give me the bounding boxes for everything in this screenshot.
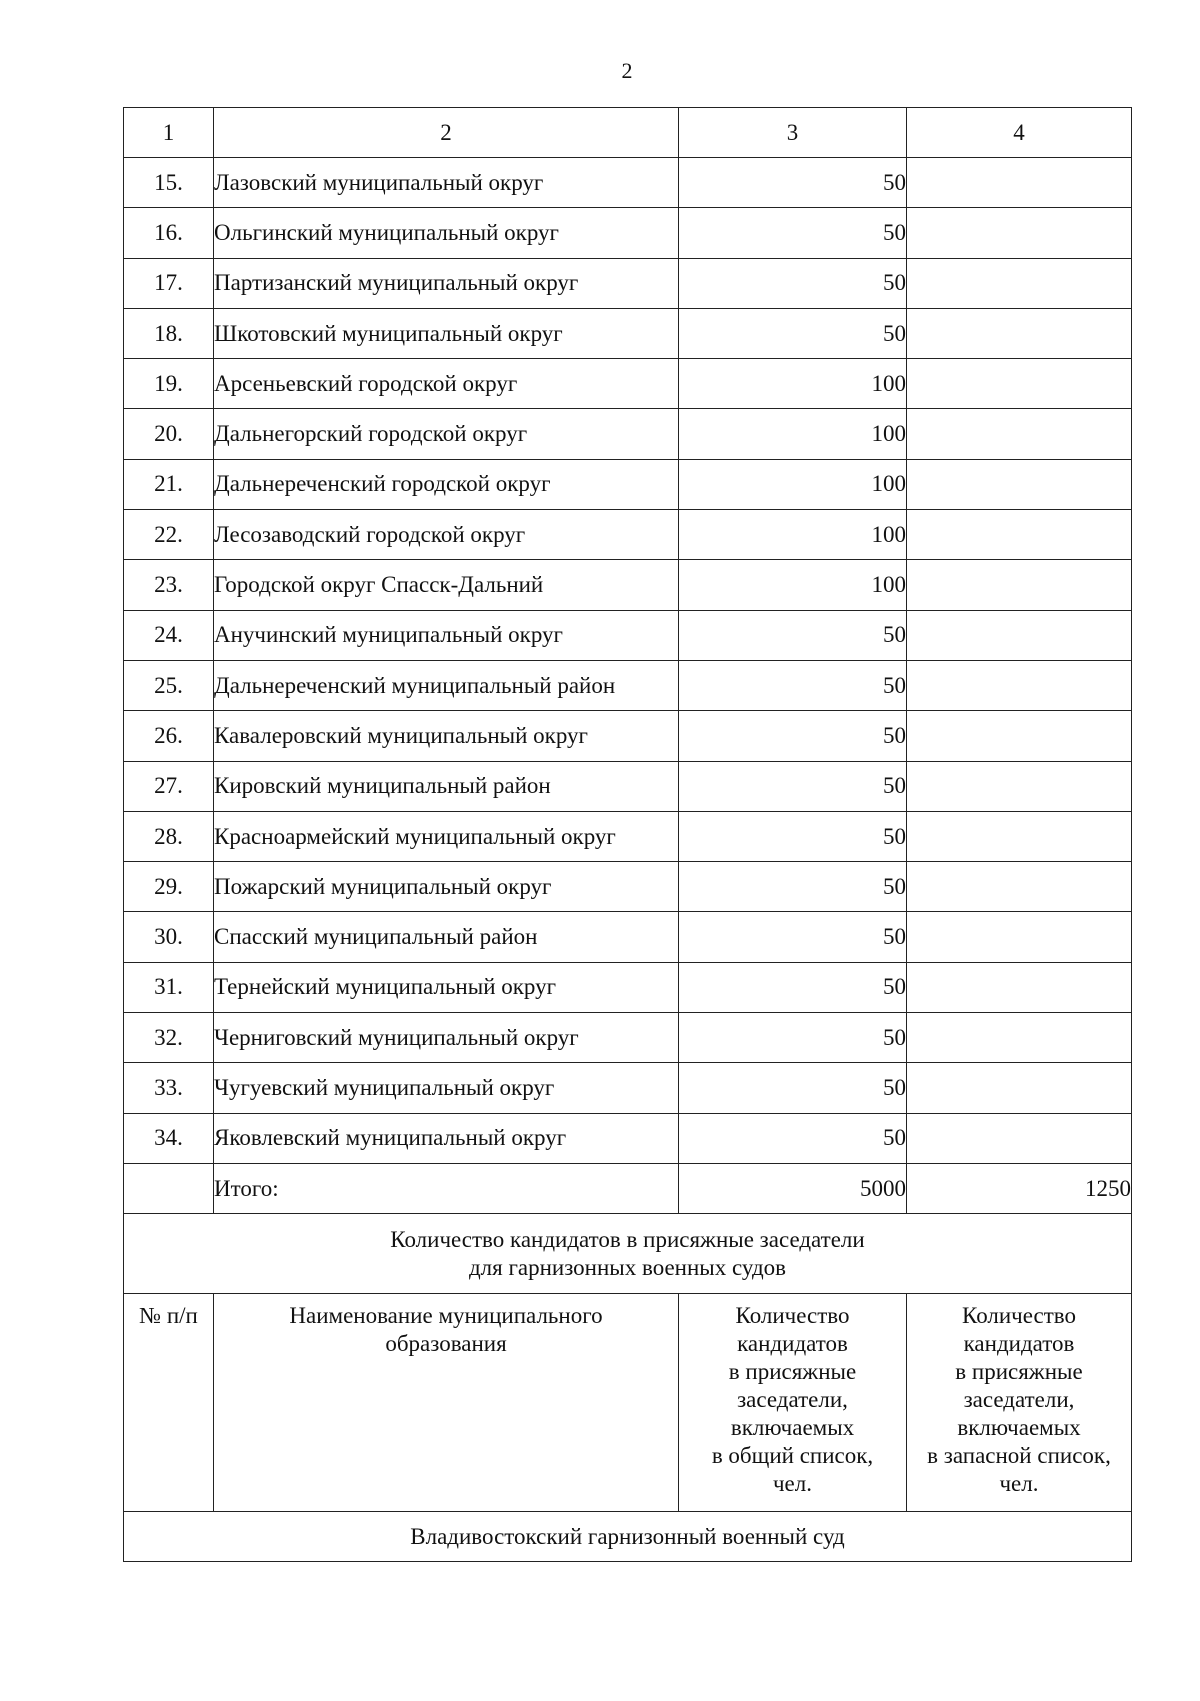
general-count: 50 — [679, 208, 907, 258]
column-header-row — [124, 1294, 1132, 1512]
header-line: в присяжные — [728, 1359, 857, 1385]
table-row — [124, 1013, 1132, 1063]
general-count: 50 — [679, 1113, 907, 1163]
reserve-count — [907, 811, 1132, 861]
general-count: 50 — [679, 610, 907, 660]
table-row — [124, 862, 1132, 912]
column-number: 3 — [679, 108, 907, 158]
municipality-name: Арсеньевский городской округ — [214, 359, 679, 409]
municipality-name: Красноармейский муниципальный округ — [214, 811, 679, 861]
row-number: 20. — [124, 409, 214, 459]
municipality-name: Спасский муниципальный район — [214, 912, 679, 962]
table-row — [124, 1113, 1132, 1163]
header-line: Количество — [962, 1303, 1076, 1329]
table-row — [124, 308, 1132, 358]
section-title-row — [124, 1214, 1132, 1294]
header-line: чел. — [999, 1471, 1039, 1497]
table-row — [124, 359, 1132, 409]
row-number: 19. — [124, 359, 214, 409]
general-count: 50 — [679, 711, 907, 761]
table-row — [124, 962, 1132, 1012]
table-row — [124, 510, 1132, 560]
reserve-count — [907, 459, 1132, 509]
municipality-name: Пожарский муниципальный округ — [214, 862, 679, 912]
total-empty-cell — [124, 1163, 214, 1213]
municipality-name: Шкотовский муниципальный округ — [214, 308, 679, 358]
general-count: 50 — [679, 811, 907, 861]
municipality-name: Дальнереченский муниципальный район — [214, 660, 679, 710]
general-count: 50 — [679, 258, 907, 308]
row-number: 15. — [124, 158, 214, 208]
header-line: включаемых — [730, 1415, 855, 1441]
table-row — [124, 610, 1132, 660]
general-count: 100 — [679, 409, 907, 459]
reserve-count — [907, 409, 1132, 459]
reserve-count — [907, 1013, 1132, 1063]
header-line: включаемых — [957, 1415, 1081, 1441]
reserve-count — [907, 258, 1132, 308]
general-count: 100 — [679, 560, 907, 610]
municipality-name: Дальнегорский городской округ — [214, 409, 679, 459]
header-line: заседатели, — [737, 1387, 848, 1413]
header-line: кандидатов — [963, 1331, 1075, 1357]
header-line: в присяжные — [955, 1359, 1083, 1385]
row-number: 32. — [124, 1013, 214, 1063]
reserve-count — [907, 510, 1132, 560]
table-row — [124, 761, 1132, 811]
general-count: 50 — [679, 761, 907, 811]
section-title-line: Количество кандидатов в присяжные заседатели — [390, 1226, 865, 1252]
general-count: 50 — [679, 1013, 907, 1063]
row-number: 34. — [124, 1113, 214, 1163]
municipality-name: Кавалеровский муниципальный округ — [214, 711, 679, 761]
header-name — [214, 1294, 679, 1512]
section-title — [124, 1214, 1132, 1294]
header-line: в общий список, — [711, 1443, 874, 1469]
table-row — [124, 560, 1132, 610]
general-count: 50 — [679, 308, 907, 358]
reserve-count — [907, 208, 1132, 258]
court-name: Владивостокский гарнизонный военный суд — [124, 1512, 1132, 1562]
municipality-name: Анучинский муниципальный округ — [214, 610, 679, 660]
row-number: 31. — [124, 962, 214, 1012]
reserve-count — [907, 912, 1132, 962]
table-row — [124, 409, 1132, 459]
total-label: Итого: — [214, 1163, 679, 1213]
table-row — [124, 811, 1132, 861]
municipality-name: Партизанский муниципальный округ — [214, 258, 679, 308]
reserve-count — [907, 862, 1132, 912]
municipality-name: Яковлевский муниципальный округ — [214, 1113, 679, 1163]
row-number: 27. — [124, 761, 214, 811]
row-number: 17. — [124, 258, 214, 308]
table-row — [124, 912, 1132, 962]
general-count: 50 — [679, 912, 907, 962]
row-number: 24. — [124, 610, 214, 660]
header-line: кандидатов — [737, 1331, 848, 1357]
row-number: 28. — [124, 811, 214, 861]
table-row — [124, 208, 1132, 258]
header-num: № п/п — [124, 1294, 214, 1512]
row-number: 23. — [124, 560, 214, 610]
column-number-row — [124, 108, 1132, 158]
row-number: 30. — [124, 912, 214, 962]
municipality-name: Чугуевский муниципальный округ — [214, 1063, 679, 1113]
municipality-name: Городской округ Спасск-Дальний — [214, 560, 679, 610]
general-count: 50 — [679, 158, 907, 208]
general-count: 50 — [679, 962, 907, 1012]
table-row — [124, 459, 1132, 509]
reserve-count — [907, 711, 1132, 761]
table-row — [124, 660, 1132, 710]
candidates-table — [123, 107, 1132, 1562]
total-row — [124, 1163, 1132, 1213]
municipality-name: Черниговский муниципальный округ — [214, 1013, 679, 1063]
header-line: заседатели, — [963, 1387, 1075, 1413]
general-count: 100 — [679, 359, 907, 409]
municipality-name: Тернейский муниципальный округ — [214, 962, 679, 1012]
header-line: чел. — [772, 1471, 812, 1497]
row-number: 21. — [124, 459, 214, 509]
row-number: 33. — [124, 1063, 214, 1113]
row-number: 25. — [124, 660, 214, 710]
header-line: образования — [385, 1331, 507, 1357]
municipality-name: Лазовский муниципальный округ — [214, 158, 679, 208]
reserve-count — [907, 308, 1132, 358]
municipality-name: Дальнереченский городской округ — [214, 459, 679, 509]
table-row — [124, 711, 1132, 761]
general-count: 50 — [679, 862, 907, 912]
table-row — [124, 1063, 1132, 1113]
municipality-name: Кировский муниципальный район — [214, 761, 679, 811]
header-line: Наименование муниципального — [289, 1303, 603, 1329]
header-line: Количество — [735, 1303, 850, 1329]
reserve-count — [907, 610, 1132, 660]
total-reserve: 1250 — [907, 1163, 1132, 1213]
column-number: 2 — [214, 108, 679, 158]
section-title-line: для гарнизонных военных судов — [468, 1254, 787, 1280]
municipality-name: Лесозаводский городской округ — [214, 510, 679, 560]
table-row — [124, 158, 1132, 208]
column-number: 1 — [124, 108, 214, 158]
reserve-count — [907, 1113, 1132, 1163]
row-number: 18. — [124, 308, 214, 358]
general-count: 50 — [679, 1063, 907, 1113]
column-number: 4 — [907, 108, 1132, 158]
court-row — [124, 1512, 1132, 1562]
reserve-count — [907, 158, 1132, 208]
reserve-count — [907, 560, 1132, 610]
reserve-count — [907, 660, 1132, 710]
row-number: 22. — [124, 510, 214, 560]
row-number: 26. — [124, 711, 214, 761]
reserve-count — [907, 761, 1132, 811]
municipality-name: Ольгинский муниципальный округ — [214, 208, 679, 258]
row-number: 29. — [124, 862, 214, 912]
page-number: 2 — [621, 58, 633, 83]
reserve-count — [907, 962, 1132, 1012]
total-general: 5000 — [679, 1163, 907, 1213]
header-line: в запасной список, — [927, 1443, 1111, 1469]
reserve-count — [907, 359, 1132, 409]
header-general — [679, 1294, 907, 1512]
table-row — [124, 258, 1132, 308]
general-count: 100 — [679, 459, 907, 509]
header-reserve — [907, 1294, 1132, 1512]
row-number: 16. — [124, 208, 214, 258]
reserve-count — [907, 1063, 1132, 1113]
general-count: 100 — [679, 510, 907, 560]
general-count: 50 — [679, 660, 907, 710]
